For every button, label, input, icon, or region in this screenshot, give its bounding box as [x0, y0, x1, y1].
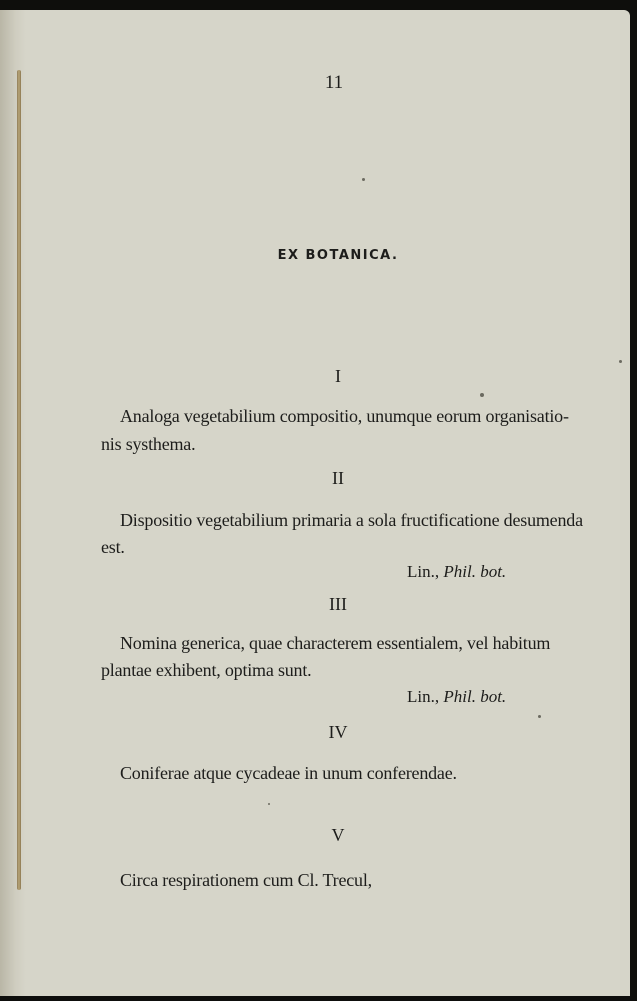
- thesis-1-line-2: nis systhema.: [101, 434, 196, 454]
- thesis-numeral-2: II: [332, 468, 344, 488]
- thesis-2-line-1: Dispositio vegetabilium primaria a sola fructificatione desumenda: [120, 510, 583, 530]
- paper-speck: [362, 178, 365, 181]
- paper-speck: [538, 715, 541, 718]
- thesis-3-line-1: Nomina generica, quae characterem essentialem, vel habitum: [120, 633, 551, 653]
- thesis-3-line-2: plantae exhibent, optima sunt.: [101, 660, 312, 680]
- thesis-numeral-3: III: [329, 594, 347, 614]
- page-gutter: [0, 10, 26, 996]
- citation-author: Lin.,: [407, 562, 440, 581]
- paper-speck: [480, 393, 484, 397]
- section-heading: EX BOTANICA.: [277, 248, 399, 263]
- thesis-numeral-5: V: [331, 825, 345, 845]
- thesis-2-citation: [407, 562, 506, 582]
- thesis-4-line-1: Coniferae atque cycadeae in unum conferendae.: [120, 763, 457, 783]
- citation-author: Lin.,: [407, 687, 440, 706]
- page-number: 11: [324, 72, 344, 93]
- citation-work: Phil. bot.: [443, 687, 507, 706]
- citation-work: Phil. bot.: [443, 562, 507, 581]
- thesis-2-line-2: est.: [101, 537, 125, 557]
- paper-speck: [268, 803, 270, 805]
- thesis-numeral-4: IV: [328, 722, 348, 742]
- thesis-3-citation: [407, 687, 506, 707]
- book-page: [0, 10, 630, 996]
- thesis-1-line-1: Analoga vegetabilium compositio, unumque eorum organisatio-: [120, 406, 569, 426]
- thesis-numeral-1: I: [335, 366, 341, 386]
- paper-speck: [619, 360, 622, 363]
- thesis-5-line-1: Circa respirationem cum Cl. Trecul,: [120, 870, 372, 890]
